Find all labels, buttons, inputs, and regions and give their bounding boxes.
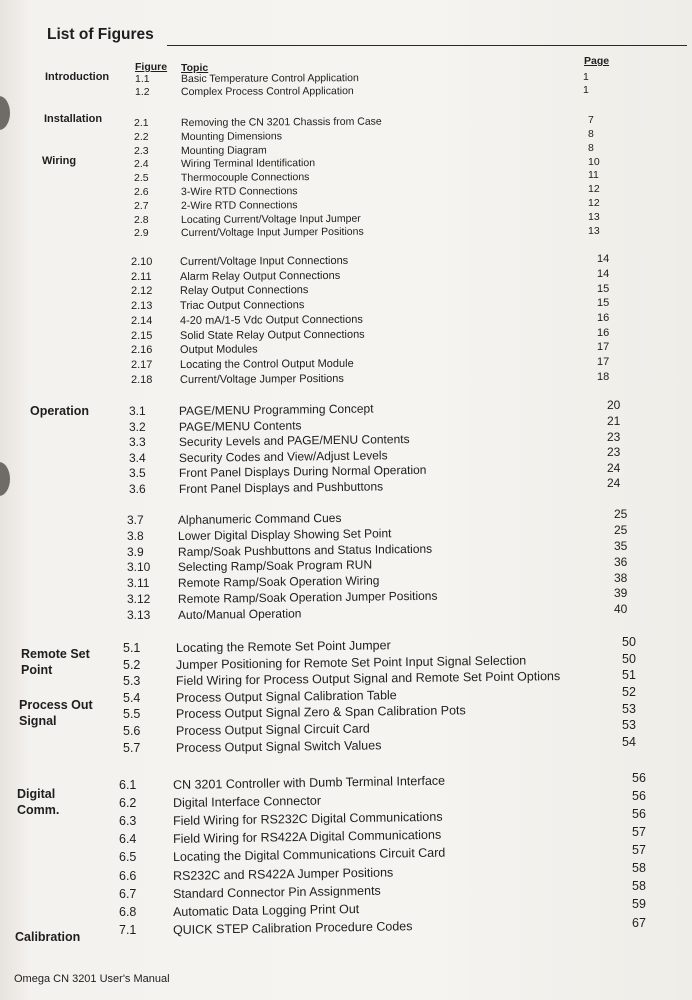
figure-topic: Field Wiring for Process Output Signal and Remote Set Point Options — [175, 669, 561, 689]
figure-number: 2.12 — [131, 285, 153, 298]
figure-page-number: 8 — [588, 141, 594, 154]
figure-number: 2.15 — [131, 329, 153, 342]
figure-topic: Process Output Signal Circuit Card — [175, 721, 370, 738]
figure-topic: Complex Process Control Application — [180, 84, 354, 98]
figure-topic: Mounting Dimensions — [180, 130, 283, 143]
figure-number: 6.4 — [119, 832, 137, 847]
figure-topic: 3-Wire RTD Connections — [180, 185, 298, 198]
figure-number: 3.7 — [127, 513, 144, 527]
figure-number: 6.1 — [119, 778, 137, 792]
figure-page-number: 40 — [614, 602, 628, 617]
figure-page-number: 14 — [597, 267, 610, 280]
figure-number: 2.7 — [134, 199, 149, 212]
figure-number: 3.13 — [127, 607, 151, 622]
figure-number: 2.16 — [131, 344, 153, 357]
figure-topic: Mounting Diagram — [180, 143, 267, 157]
figure-page-number: 18 — [597, 370, 610, 383]
figure-page-number: 54 — [622, 734, 636, 749]
figure-number: 6.3 — [119, 814, 137, 829]
binder-hole — [0, 96, 10, 130]
figure-number: 1.2 — [135, 85, 150, 98]
figure-number: 5.2 — [123, 657, 141, 672]
section-digital-comm: Digital Comm. — [17, 787, 60, 817]
figure-topic: Security Levels and PAGE/MENU Contents — [178, 432, 410, 450]
figure-number: 3.8 — [127, 528, 144, 543]
figure-topic: Auto/Manual Operation — [177, 606, 302, 622]
title-rule — [167, 45, 687, 46]
figure-topic: Security Codes and View/Adjust Levels — [178, 448, 388, 465]
figure-number: 3.5 — [129, 466, 146, 481]
figure-page-number: 21 — [607, 414, 621, 428]
figure-topic: Digital Interface Connector — [172, 793, 322, 811]
page-footer: Omega CN 3201 User's Manual — [14, 973, 170, 985]
figure-page-number: 16 — [597, 326, 610, 339]
figure-column-header: Figure — [135, 61, 168, 73]
figure-page-number: 38 — [614, 570, 628, 585]
figure-topic: Remote Ramp/Soak Operation Jumper Positions — [177, 588, 438, 606]
figure-number: 5.7 — [123, 740, 141, 755]
figure-page-number: 25 — [614, 507, 628, 522]
figure-page-number: 12 — [588, 197, 600, 209]
figure-number: 7.1 — [119, 922, 137, 937]
figure-number: 3.1 — [129, 404, 146, 418]
figure-page-number: 39 — [614, 586, 628, 601]
figure-topic: Removing the CN 3201 Chassis from Case — [180, 115, 382, 129]
figure-page-number: 59 — [632, 897, 646, 912]
figure-page-number: 13 — [588, 224, 600, 237]
figure-topic: Automatic Data Logging Print Out — [172, 901, 360, 919]
figure-topic: Front Panel Displays During Normal Operation — [178, 463, 427, 481]
figure-page-number: 24 — [607, 460, 621, 475]
figure-number: 6.5 — [119, 850, 137, 865]
figure-page-number: 35 — [614, 538, 628, 553]
figure-page-number: 12 — [588, 183, 600, 196]
section-introduction: Introduction — [45, 71, 110, 83]
section-installation: Installation — [44, 113, 103, 125]
figure-number: 2.6 — [134, 186, 149, 198]
figure-topic: PAGE/MENU Contents — [178, 418, 302, 434]
figure-topic: Process Output Signal Zero & Span Calibration Pots — [175, 703, 466, 722]
figure-topic: 4-20 mA/1-5 Vdc Output Connections — [179, 313, 363, 327]
figure-page-number: 23 — [607, 429, 621, 444]
page-title: List of Figures — [47, 26, 154, 43]
figure-topic: Ramp/Soak Pushbuttons and Status Indications — [177, 541, 433, 559]
figure-topic: Locating the Remote Set Point Jumper — [175, 638, 391, 655]
binder-hole — [0, 462, 10, 496]
section-wiring: Wiring — [42, 155, 77, 167]
figure-number: 6.2 — [119, 796, 137, 811]
figure-page-number: 8 — [588, 128, 594, 140]
figure-page-number: 51 — [622, 668, 636, 683]
figure-page-number: 20 — [607, 398, 621, 413]
figure-number: 3.3 — [129, 435, 146, 450]
figure-page-number: 58 — [632, 861, 646, 876]
figure-page-number: 56 — [632, 788, 646, 803]
figure-number: 2.14 — [131, 314, 153, 327]
figure-page-number: 25 — [614, 523, 628, 538]
figure-topic: Locating the Digital Communications Circuit Card — [172, 846, 446, 865]
figure-page-number: 15 — [597, 297, 610, 310]
figure-topic: Locating the Control Output Module — [179, 357, 354, 371]
figure-page-number: 11 — [588, 169, 599, 182]
figure-number: 3.4 — [129, 450, 146, 465]
figure-topic: Wiring Terminal Identification — [180, 157, 316, 171]
figure-topic: Current/Voltage Input Jumper Positions — [180, 226, 364, 240]
figure-number: 3.6 — [129, 482, 146, 496]
figure-number: 2.10 — [131, 256, 153, 268]
figure-number: 3.10 — [127, 560, 151, 575]
figure-number: 2.3 — [134, 144, 149, 157]
figure-page-number: 16 — [597, 311, 610, 324]
figure-topic: Basic Temperature Control Application — [180, 72, 359, 85]
figure-topic: Lower Digital Display Showing Set Point — [177, 526, 392, 543]
figure-number: 2.4 — [134, 158, 149, 171]
figure-topic: Alarm Relay Output Connections — [179, 269, 341, 283]
figure-page-number: 15 — [597, 282, 610, 295]
topic-column-header: Topic — [181, 62, 209, 74]
figure-topic: QUICK STEP Calibration Procedure Codes — [172, 918, 413, 937]
figure-number: 5.3 — [123, 674, 141, 689]
figure-number: 3.9 — [127, 544, 144, 559]
figure-number: 2.5 — [134, 172, 149, 185]
figure-page-number: 7 — [588, 114, 594, 127]
figure-number: 3.2 — [129, 419, 146, 434]
figure-page-number: 57 — [632, 843, 646, 858]
figure-page-number: 1 — [583, 71, 589, 83]
figure-topic: CN 3201 Controller with Dumb Terminal Interface — [172, 773, 446, 792]
page-column-header: Page — [584, 55, 610, 67]
figure-page-number: 17 — [597, 356, 610, 368]
figure-page-number: 53 — [622, 701, 636, 716]
figure-number: 2.18 — [131, 373, 153, 386]
figure-topic: Locating Current/Voltage Input Jumper — [180, 212, 361, 226]
figure-page-number: 1 — [583, 83, 589, 96]
figure-topic: Field Wiring for RS422A Digital Communications — [172, 827, 442, 847]
figure-topic: Triac Output Connections — [179, 299, 305, 313]
section-calibration: Calibration — [15, 930, 81, 944]
figure-page-number: 50 — [622, 635, 636, 650]
figure-page-number: 17 — [597, 341, 610, 354]
figure-topic: RS232C and RS422A Jumper Positions — [172, 864, 394, 883]
figure-topic: Remote Ramp/Soak Operation Wiring — [177, 573, 380, 591]
figure-number: 6.8 — [119, 904, 137, 919]
figure-number: 2.2 — [134, 130, 149, 143]
figure-page-number: 58 — [632, 879, 646, 894]
figure-number: 2.13 — [131, 300, 153, 313]
figure-page-number: 50 — [622, 651, 636, 666]
figure-topic: Field Wiring for RS232C Digital Communications — [172, 809, 443, 829]
figure-page-number: 57 — [632, 825, 646, 839]
figure-number: 2.1 — [134, 117, 149, 129]
figure-page-number: 13 — [588, 210, 600, 223]
figure-page-number: 24 — [607, 476, 621, 491]
figure-number: 5.1 — [123, 641, 141, 655]
figure-number: 6.6 — [119, 868, 137, 883]
figure-page-number: 56 — [632, 806, 646, 821]
section-operation: Operation — [30, 404, 90, 418]
figure-page-number: 67 — [632, 915, 646, 930]
figure-page-number: 53 — [622, 718, 636, 733]
figure-topic: Process Output Signal Switch Values — [175, 737, 382, 755]
figure-number: 1.1 — [135, 73, 150, 85]
section-remote-set-point: Remote Set Point — [21, 647, 90, 677]
section-process-out-signal: Process Out Signal — [19, 698, 93, 728]
figure-topic: Alphanumeric Command Cues — [177, 510, 342, 527]
figure-topic: Current/Voltage Input Connections — [179, 254, 349, 268]
figure-number: 2.17 — [131, 358, 153, 371]
figure-page-number: 52 — [622, 685, 636, 699]
figure-number: 3.11 — [127, 576, 150, 591]
figure-topic: Front Panel Displays and Pushbuttons — [178, 479, 384, 496]
figure-page-number: 14 — [597, 253, 610, 266]
figure-topic: Current/Voltage Jumper Positions — [179, 372, 344, 386]
figure-topic: Output Modules — [179, 343, 258, 357]
figure-number: 5.5 — [123, 707, 141, 722]
figure-topic: 2-Wire RTD Connections — [180, 198, 298, 212]
figure-number: 3.12 — [127, 592, 151, 606]
figure-page-number: 56 — [632, 770, 646, 785]
figure-number: 6.7 — [119, 886, 137, 901]
figure-topic: Thermocouple Connections — [180, 171, 310, 185]
figure-topic: Process Output Signal Calibration Table — [175, 687, 397, 705]
figure-topic: PAGE/MENU Programming Concept — [178, 401, 374, 418]
figure-page-number: 10 — [588, 155, 600, 168]
figure-number: 2.11 — [131, 270, 152, 283]
figure-number: 2.8 — [134, 213, 149, 226]
figure-page-number: 23 — [607, 445, 621, 460]
figure-topic: Selecting Ramp/Soak Program RUN — [177, 557, 373, 575]
figure-topic: Jumper Positioning for Remote Set Point Input Signal Selection — [175, 653, 527, 672]
figure-page-number: 36 — [614, 554, 628, 569]
figure-number: 2.9 — [134, 227, 149, 240]
figure-number: 5.6 — [123, 724, 141, 738]
figure-topic: Standard Connector Pin Assignments — [172, 883, 381, 901]
figure-topic: Solid State Relay Output Connections — [179, 328, 365, 342]
figure-number: 5.4 — [123, 690, 141, 705]
figure-topic: Relay Output Connections — [179, 284, 309, 298]
